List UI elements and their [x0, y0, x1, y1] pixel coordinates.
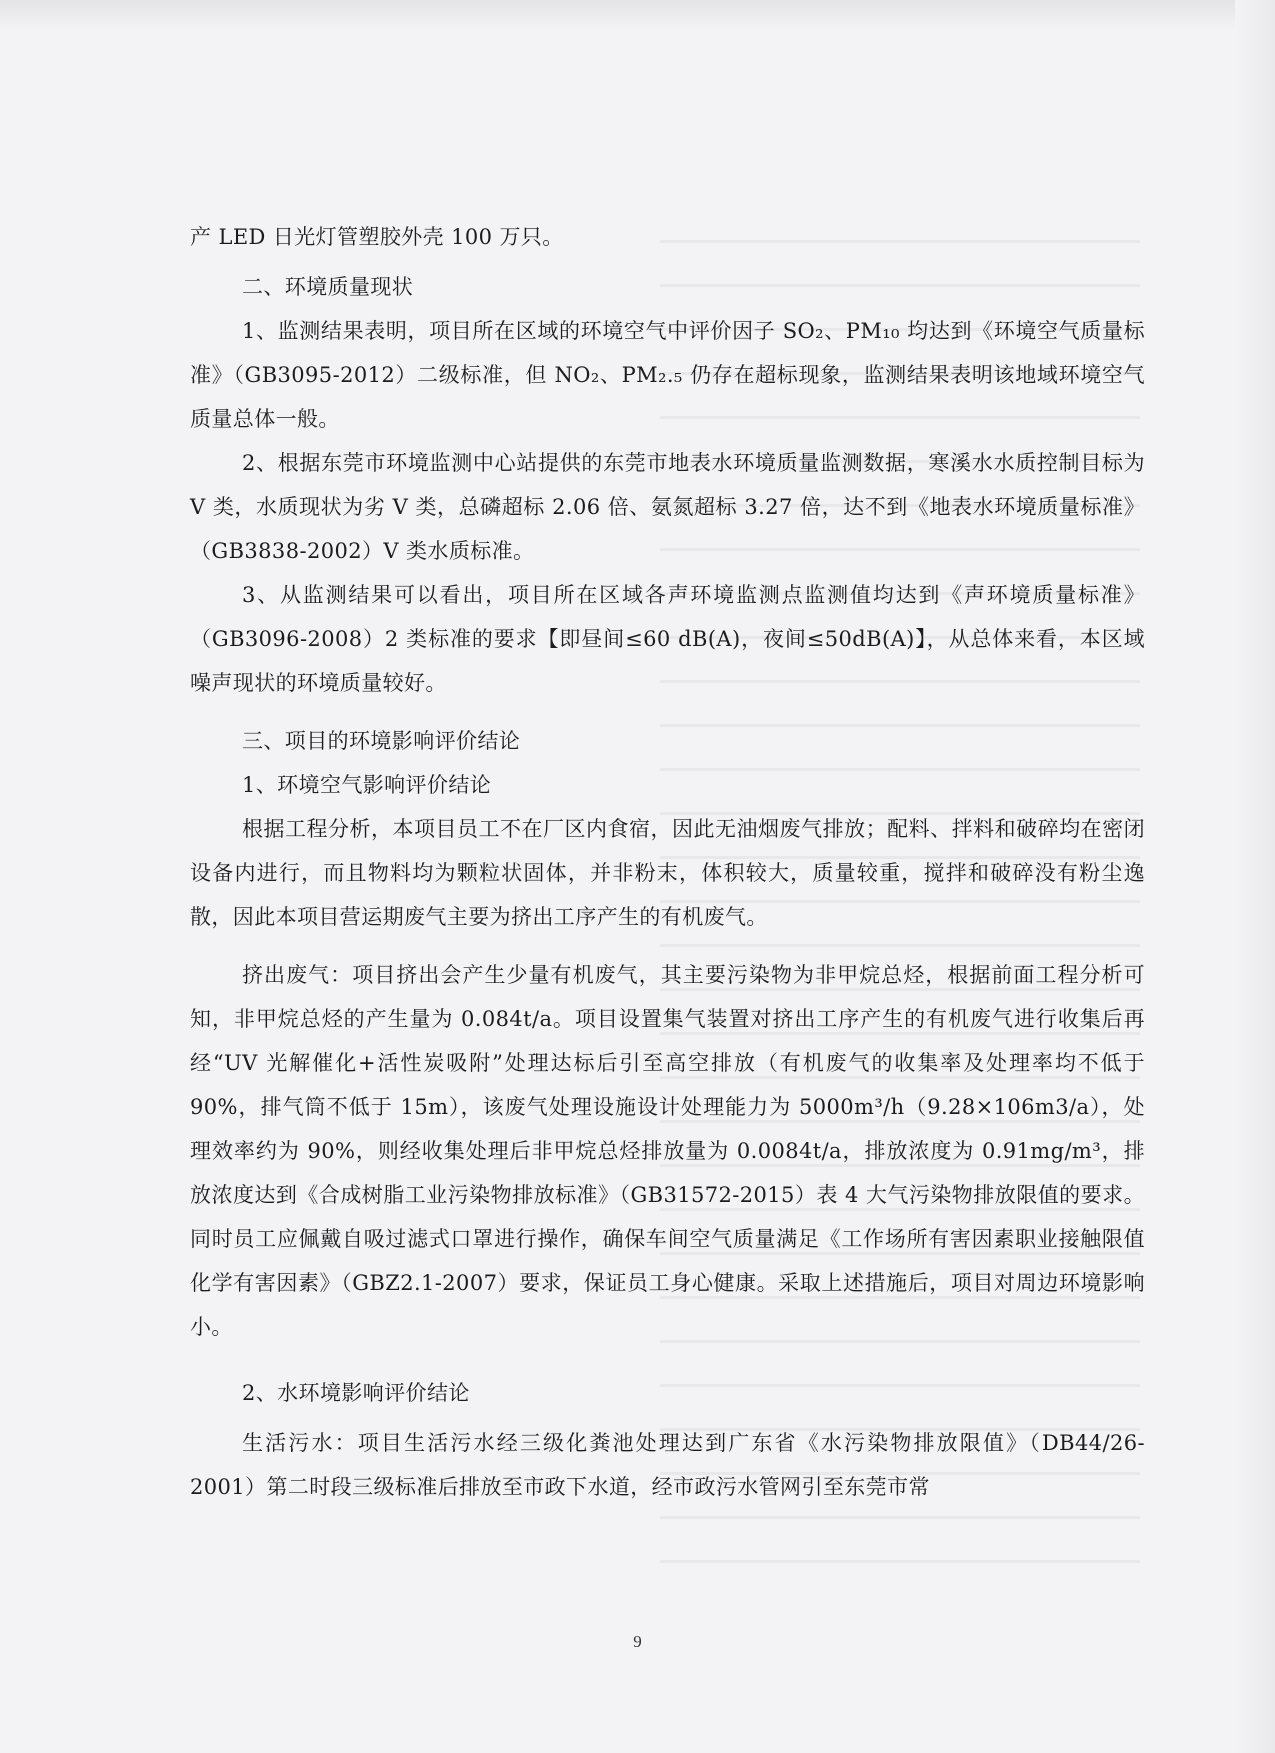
heading-impact-conclusion: 三、项目的环境影响评价结论: [242, 729, 521, 753]
scan-edge-right: [1235, 0, 1275, 1753]
heading-air-impact: 1、环境空气影响评价结论: [242, 773, 492, 797]
heading-environment-quality: 二、环境质量现状: [242, 275, 414, 299]
paragraph-domestic-sewage: 生活污水：项目生活污水经三级化粪池处理达到广东省《水污染物排放限值》（DB44/26-2001）第二时段三级标准后排放至市政下水道，经市政污水管网引至东莞市常: [190, 1431, 1145, 1499]
heading-water-impact: 2、水环境影响评价结论: [242, 1381, 470, 1405]
scan-edge-top: [0, 0, 1275, 30]
paragraph-intro-tail: 产 LED 日光灯管塑胶外壳 100 万只。: [190, 225, 564, 249]
paragraph-extrusion-exhaust: 挤出废气：项目挤出会产生少量有机废气，其主要污染物为非甲烷总烃，根据前面工程分析可知，非甲烷总烃的产生量为 0.084t/a。项目设置集气装置对挤出工序产生的有机废气进行收集后再经“UV 光解催化+活性炭吸附”处理达标后引至高空排放（有机废气的收集率及处理率均不低于 90%，排气筒不低于 15m），该废气处理设施设计处理能力为 5000m³/h（9.28×106m3/a），处理效率约为 90%，则经收集处理后非甲烷总烃排放量为 0.0084t/a，排放浓度为 0.91mg/m³，排放浓度达到《合成树脂工业污染物排放标准》（GB31572-2015）表 4 大气污染物排放限值的要求。同时员工应佩戴自吸过滤式口罩进行操作，确保车间空气质量满足《工作场所有害因素职业接触限值化学有害因素》（GBZ2.1-2007）要求，保证员工身心健康。采取上述措施后，项目对周边环境影响小。: [190, 963, 1145, 1339]
page-number: 9: [633, 1632, 642, 1651]
paragraph-water-quality: 2、根据东莞市环境监测中心站提供的东莞市地表水环境质量监测数据，寒溪水水质控制目标为 V 类，水质现状为劣 V 类，总磷超标 2.06 倍、氨氮超标 3.27 倍，达不到《地表水环境质量标准》（GB3838-2002）V 类水质标准。: [190, 451, 1145, 563]
paragraph-air-impact-analysis: 根据工程分析，本项目员工不在厂区内食宿，因此无油烟废气排放；配料、拌料和破碎均在密闭设备内进行，而且物料均为颗粒状固体，并非粉末，体积较大，质量较重，搅拌和破碎没有粉尘逸散，因此本项目营运期废气主要为挤出工序产生的有机废气。: [190, 817, 1145, 929]
paragraph-air-quality: 1、监测结果表明，项目所在区域的环境空气中评价因子 SO₂、PM₁₀ 均达到《环境空气质量标准》（GB3095-2012）二级标准，但 NO₂、PM₂.₅ 仍存在超标现象，监测结果表明该地域环境空气质量总体一般。: [190, 319, 1145, 431]
paragraph-noise-quality: 3、从监测结果可以看出，项目所在区域各声环境监测点监测值均达到《声环境质量标准》（GB3096-2008）2 类标准的要求【即昼间≤60 dB(A)，夜间≤50dB(A)】，从总体来看，本区域噪声现状的环境质量较好。: [190, 583, 1145, 695]
document-page: [190, 215, 1145, 1675]
